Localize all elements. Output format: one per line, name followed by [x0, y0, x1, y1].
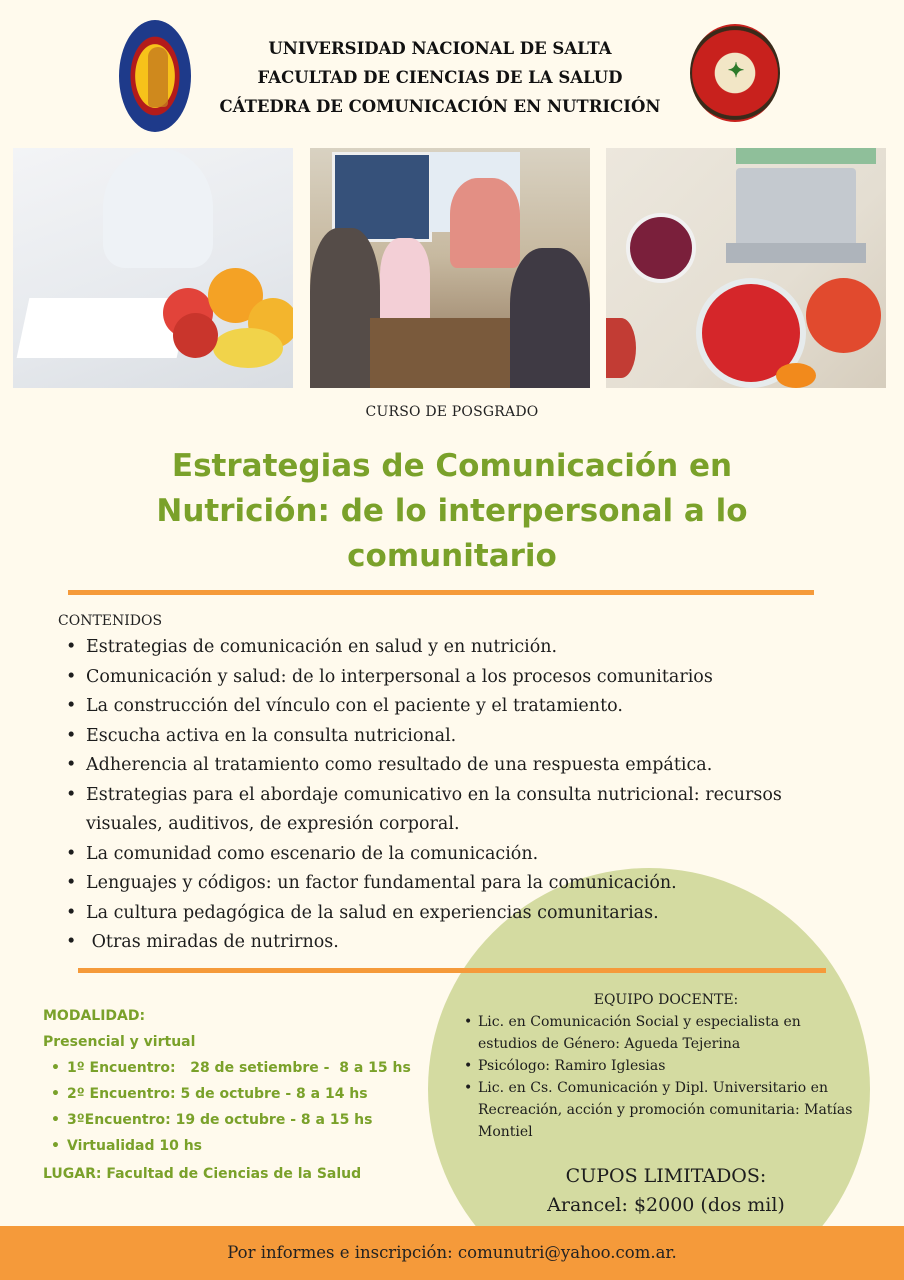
teaching-team-section	[462, 989, 882, 1143]
photo-laptop-fruits	[606, 148, 886, 388]
list-item: • 1º Encuentro: 28 de setiembre - 8 a 15 hs	[43, 1055, 443, 1081]
contents-list	[60, 633, 850, 958]
course-title: Estrategias de Comunicación en Nutrición: de lo interpersonal a lo comunitario	[156, 448, 748, 574]
list-item: • Virtualidad 10 hs	[43, 1133, 443, 1159]
list-item: • 3ºEncuentro: 19 de octubre - 8 a 15 hs	[43, 1107, 443, 1133]
modality-subheading: Presencial y virtual	[43, 1034, 196, 1050]
team-list	[462, 1011, 882, 1143]
list-item: • Comunicación y salud: de lo interpersonal a los procesos comunitarios	[60, 663, 850, 693]
list-item: • Lic. en Comunicación Social y especialista en estudios de Género: Agueda Tejerina	[462, 1011, 882, 1055]
footer-contact: Por informes e inscripción: comunutri@yahoo.com.ar.	[0, 1226, 904, 1280]
list-item: • La comunidad como escenario de la comunicación.	[60, 840, 850, 870]
list-item: • Psicólogo: Ramiro Iglesias	[462, 1055, 882, 1077]
list-item: • Estrategias para el abordaje comunicativo en la consulta nutricional: recursos visuales, auditivos, de expresión corporal.	[60, 781, 850, 840]
list-item: • Estrategias de comunicación en salud y en nutrición.	[60, 633, 850, 663]
photo-nutrition-class	[310, 148, 590, 388]
header-chair: CÁTEDRA DE COMUNICACIÓN EN NUTRICIÓN	[219, 97, 661, 116]
graduates-college-logo	[690, 24, 780, 122]
sessions-list	[43, 1055, 443, 1159]
list-item: • 2º Encuentro: 5 de octubre - 8 a 14 hs	[43, 1081, 443, 1107]
divider-top	[68, 590, 814, 595]
list-item: • Otras miradas de nutrirnos.	[60, 928, 850, 958]
list-item: • Escucha activa en la consulta nutricional.	[60, 722, 850, 752]
list-item: • Adherencia al tratamiento como resultado de una respuesta empática.	[60, 751, 850, 781]
modality-heading: MODALIDAD:	[43, 1008, 146, 1024]
list-item: • Lic. en Cs. Comunicación y Dipl. Universitario en Recreación, acción y promoción comunitaria: Matías Montiel	[462, 1077, 882, 1143]
team-heading: EQUIPO DOCENTE:	[593, 992, 739, 1008]
cns-logo-mark: ✦	[727, 58, 745, 82]
seats-and-fee	[466, 1162, 866, 1220]
divider-bottom	[78, 968, 826, 973]
modality-section	[43, 1003, 443, 1187]
list-item: • Lenguajes y códigos: un factor fundamental para la comunicación.	[60, 869, 850, 899]
course-type-label: CURSO DE POSGRADO	[365, 404, 539, 420]
limited-seats-text: CUPOS LIMITADOS:	[565, 1165, 767, 1187]
fee-text: Arancel: $2000 (dos mil)	[547, 1194, 785, 1216]
list-item: • La construcción del vínculo con el paciente y el tratamiento.	[60, 692, 850, 722]
contents-heading: CONTENIDOS	[58, 613, 163, 629]
seal-figure-icon	[148, 47, 168, 107]
header-faculty: FACULTAD DE CIENCIAS DE LA SALUD	[257, 68, 623, 87]
institution-header	[200, 34, 680, 121]
header-university: UNIVERSIDAD NACIONAL DE SALTA	[268, 39, 612, 58]
list-item: • La cultura pedagógica de la salud en experiencias comunitarias.	[60, 899, 850, 929]
photo-nutritionist-writing	[13, 148, 293, 388]
venue-text: LUGAR: Facultad de Ciencias de la Salud	[43, 1166, 362, 1182]
university-seal-logo	[119, 20, 191, 132]
